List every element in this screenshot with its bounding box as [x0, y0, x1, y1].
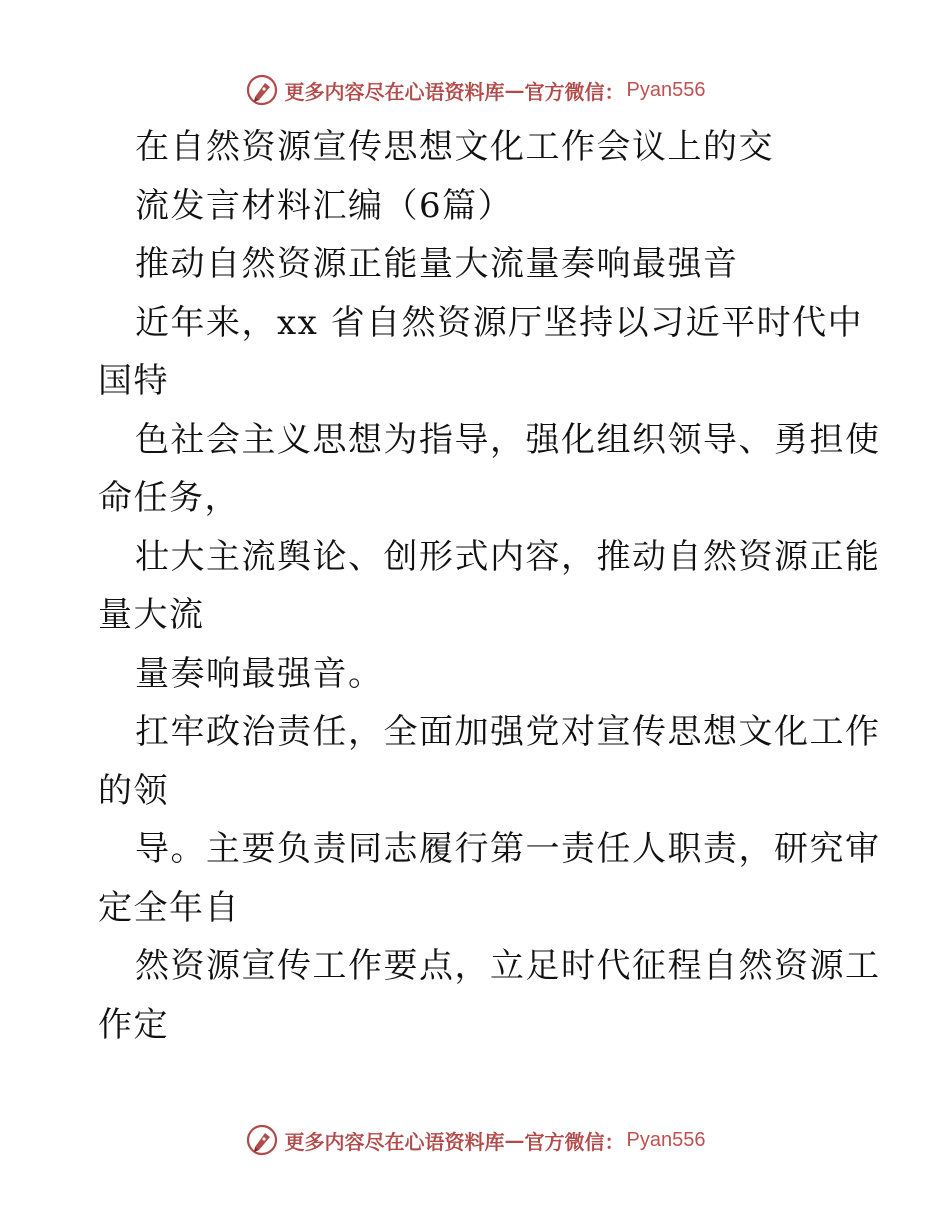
paragraph-line: 壮大主流舆论、创形式内容，推动自然资源正能: [135, 536, 881, 577]
doc-subtitle: 推动自然资源正能量大流量奏响最强音: [135, 244, 739, 284]
paragraph-line: 色社会主义思想为指导，强化组织领导、勇担使: [135, 419, 881, 460]
paragraph-line: 导。主要负责同志履行第一责任人职责，研究审: [135, 829, 881, 869]
header-handle: Pyan556: [626, 78, 706, 101]
header-watermark-banner: [0, 70, 950, 110]
footer-watermark-banner: [0, 1120, 950, 1160]
header-brand-text: 更多内容尽在心语资料库: [284, 79, 505, 104]
footer-contact-label: 官方微信：: [524, 1129, 625, 1154]
footer-handle: Pyan556: [626, 1128, 706, 1151]
header-contact-label: 官方微信：: [524, 79, 625, 104]
paragraph-line: 作定: [98, 1004, 169, 1045]
document-body: [98, 118, 881, 1054]
paragraph-line: 量奏响最强音。: [135, 653, 384, 694]
paragraph-line: 然资源宣传工作要点，立足时代征程自然资源工: [135, 946, 881, 986]
paragraph-line: 近年来，xx 省自然资源厅坚持以习近平时代中: [135, 302, 864, 343]
pen-nib-circle-icon: [245, 73, 279, 107]
paragraph-line: 国特: [98, 361, 169, 401]
doc-title-line-2: 流发言材料汇编（6篇）: [135, 185, 514, 226]
paragraph-line: 命任务，: [98, 478, 240, 518]
paragraph-line: 扛牢政治责任，全面加强党对宣传思想文化工作: [135, 712, 881, 752]
footer-brand-text: 更多内容尽在心语资料库: [284, 1129, 505, 1154]
footer-separator: —: [504, 1128, 525, 1152]
paragraph-line: 的领: [98, 770, 169, 811]
paragraph-line: 量大流: [98, 595, 205, 635]
doc-title-line-1: 在自然资源宣传思想文化工作会议上的交: [135, 127, 774, 167]
pen-nib-circle-icon: [245, 1123, 279, 1157]
paragraph-line: 定全年自: [98, 887, 240, 928]
header-separator: —: [504, 78, 525, 102]
